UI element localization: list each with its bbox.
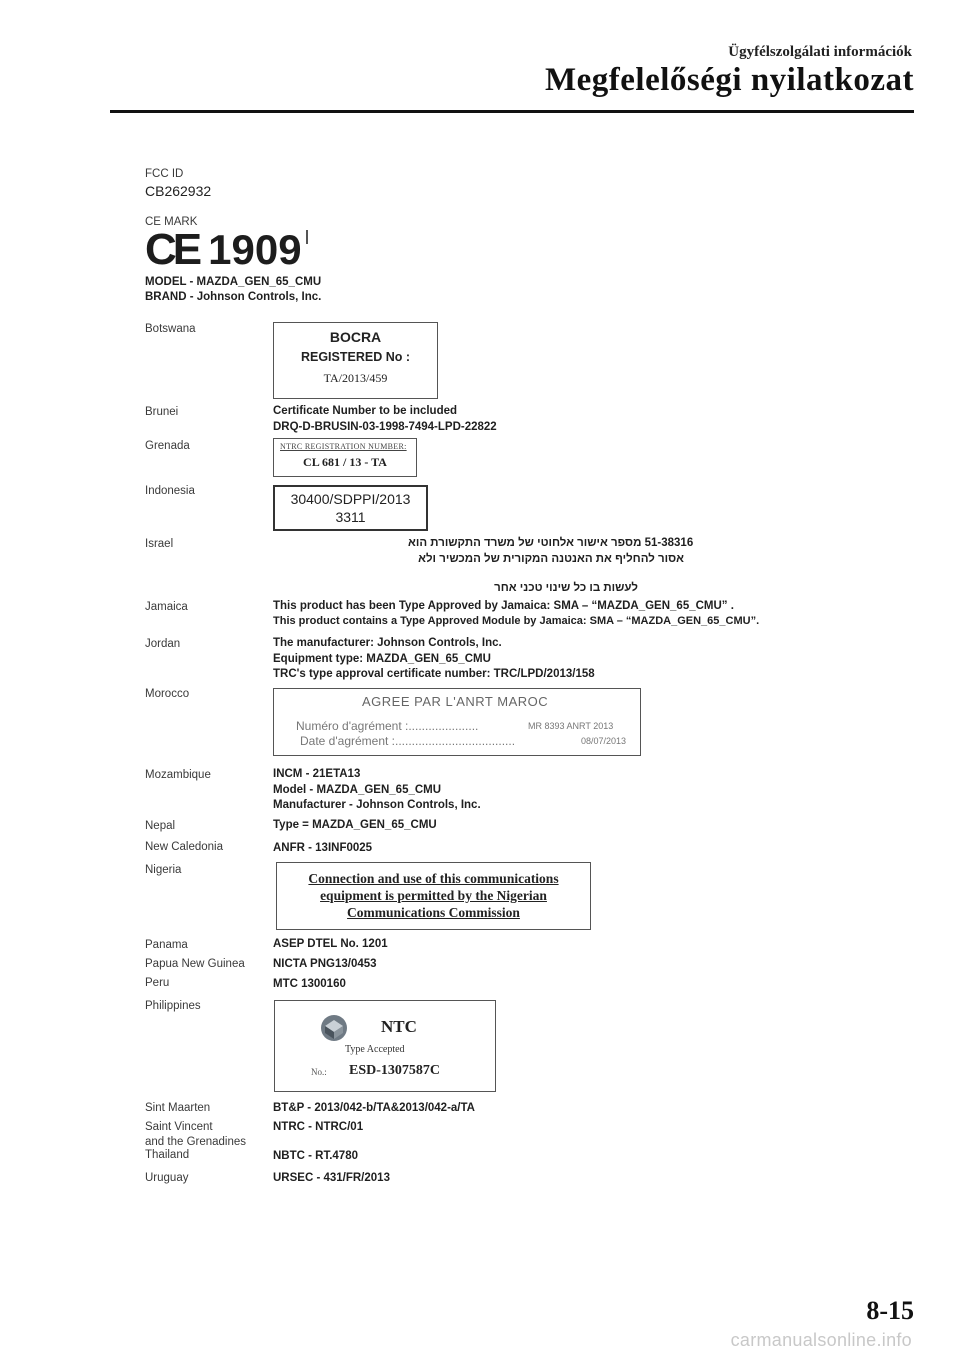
watermark: carmanualsonline.info <box>730 1330 912 1350</box>
ntc-name: NTC <box>381 1017 417 1036</box>
ntc-logo-icon <box>319 1013 349 1043</box>
nigeria-line-2: equipment is permitted by the Nigerian <box>320 888 547 903</box>
ce-mark-logo <box>145 225 308 274</box>
thailand-value: NBTC - RT.4780 <box>273 1150 358 1162</box>
country-grenada: Grenada <box>145 440 190 452</box>
anrt-number-value: MR 8393 ANRT 2013 <box>528 721 614 731</box>
bocra-subtitle: REGISTERED No : <box>300 350 411 364</box>
nigeria-line-3: Communications Commission <box>347 905 520 920</box>
brunei-line-2: DRQ-D-BRUSIN-03-1998-7494-LPD-22822 <box>273 421 497 433</box>
israel-line-2: אסור להחליף את האנטנה המקורית של המכשיר ולא <box>418 553 684 565</box>
country-thailand: Thailand <box>145 1149 190 1161</box>
country-uruguay: Uruguay <box>145 1172 189 1184</box>
country-saint-vincent: Saint Vincent <box>145 1121 213 1133</box>
country-israel: Israel <box>145 538 174 550</box>
country-papua-new-guinea: Papua New Guinea <box>145 958 245 970</box>
header-rule <box>110 110 914 113</box>
sint-maarten-value: BT&P - 2013/042-b/TA&2013/042-a/TA <box>273 1102 475 1114</box>
anrt-date-value: 08/07/2013 <box>581 736 627 746</box>
country-brunei: Brunei <box>145 406 179 418</box>
jordan-line-2: Equipment type: MAZDA_GEN_65_CMU <box>273 653 491 665</box>
page-title: Megfelelőségi nyilatkozat <box>545 62 914 98</box>
country-nepal: Nepal <box>145 820 176 832</box>
ntc-type-accepted: Type Accepted <box>345 1044 405 1055</box>
ce-tick-mark <box>306 230 308 244</box>
indonesia-box-line-2: 3311 <box>335 509 366 525</box>
country-saint-vincent-line-2: and the Grenadines <box>145 1136 247 1148</box>
bocra-box <box>273 322 438 399</box>
nigeria-line-1: Connection and use of this communications <box>308 871 559 886</box>
country-sint-maarten: Sint Maarten <box>145 1102 211 1114</box>
brunei-line-1: Certificate Number to be included <box>273 405 458 417</box>
mozambique-line-2: Model - MAZDA_GEN_65_CMU <box>273 784 442 796</box>
country-peru: Peru <box>145 977 170 989</box>
bocra-title: BOCRA <box>329 329 382 345</box>
israel-line-1: 51-38316 מספר אישור אלחוטי של משרד התקשורת הוא <box>408 537 694 549</box>
fcc-id-label: FCC ID <box>145 168 184 180</box>
ntrc-box <box>273 438 417 477</box>
panama-value: ASEP DTEL No. 1201 <box>273 938 388 950</box>
papua-new-guinea-value: NICTA PNG13/0453 <box>273 958 377 970</box>
brand-line: BRAND - Johnson Controls, Inc. <box>145 291 322 303</box>
country-indonesia: Indonesia <box>145 485 195 497</box>
country-mozambique: Mozambique <box>145 769 211 781</box>
country-jordan: Jordan <box>145 638 181 650</box>
ntrc-box-header: NTRC REGISTRATION NUMBER: <box>280 442 407 451</box>
model-line: MODEL - MAZDA_GEN_65_CMU <box>145 276 322 288</box>
saint-vincent-value: NTRC - NTRC/01 <box>273 1121 364 1133</box>
jamaica-line-1: This product has been Type Approved by Jamaica: SMA – “MAZDA_GEN_65_CMU” . <box>273 600 734 612</box>
ce-mark-label: CE MARK <box>145 216 198 228</box>
mozambique-line-3: Manufacturer - Johnson Controls, Inc. <box>273 799 481 811</box>
nigeria-box <box>276 862 591 930</box>
indonesia-box-line-1: 30400/SDPPI/2013 <box>290 491 411 507</box>
jordan-line-1: The manufacturer: Johnson Controls, Inc. <box>273 637 502 649</box>
bocra-value: TA/2013/459 <box>323 371 388 385</box>
country-morocco: Morocco <box>145 688 190 700</box>
ntrc-box-value: CL 681 / 13 - TA <box>303 455 387 469</box>
fcc-id-value: CB262932 <box>145 183 212 199</box>
jordan-line-3: TRC's type approval certificate number: TRC/LPD/2013/158 <box>273 668 595 680</box>
ntc-number-value: ESD-1307587C <box>349 1063 441 1078</box>
page-number: 8-15 <box>866 1296 914 1325</box>
country-philippines: Philippines <box>145 1000 201 1012</box>
indonesia-box <box>273 485 428 531</box>
peru-value: MTC 1300160 <box>273 978 346 990</box>
ntc-number-label: No.: <box>311 1067 327 1077</box>
anrt-number-label: Numéro d'agrément :..................... <box>296 719 479 733</box>
anrt-title: AGREE PAR L'ANRT MAROC <box>362 694 549 709</box>
jamaica-line-2: This product contains a Type Approved Module by Jamaica: SMA – “MAZDA_GEN_65_CMU”. <box>273 615 760 627</box>
country-botswana: Botswana <box>145 323 196 335</box>
mozambique-line-1: INCM - 21ETA13 <box>273 768 361 780</box>
ce-letters: CE <box>145 225 199 274</box>
ce-notified-body-number: 1909 <box>208 226 302 273</box>
israel-line-3: לעשות בו כל שינוי טכני אחר <box>494 582 638 594</box>
new-caledonia-value: ANFR - 13INF0025 <box>273 842 373 854</box>
section-heading: Ügyfélszolgálati információk <box>728 44 912 60</box>
uruguay-value: URSEC - 431/FR/2013 <box>273 1172 390 1184</box>
anrt-date-label: Date d'agrément :.................................... <box>300 734 516 748</box>
country-jamaica: Jamaica <box>145 601 188 613</box>
nepal-value: Type = MAZDA_GEN_65_CMU <box>273 819 437 831</box>
country-new-caledonia: New Caledonia <box>145 841 223 853</box>
country-panama: Panama <box>145 939 188 951</box>
country-nigeria: Nigeria <box>145 864 182 876</box>
anrt-box <box>273 688 641 756</box>
ntc-box <box>274 1000 496 1092</box>
